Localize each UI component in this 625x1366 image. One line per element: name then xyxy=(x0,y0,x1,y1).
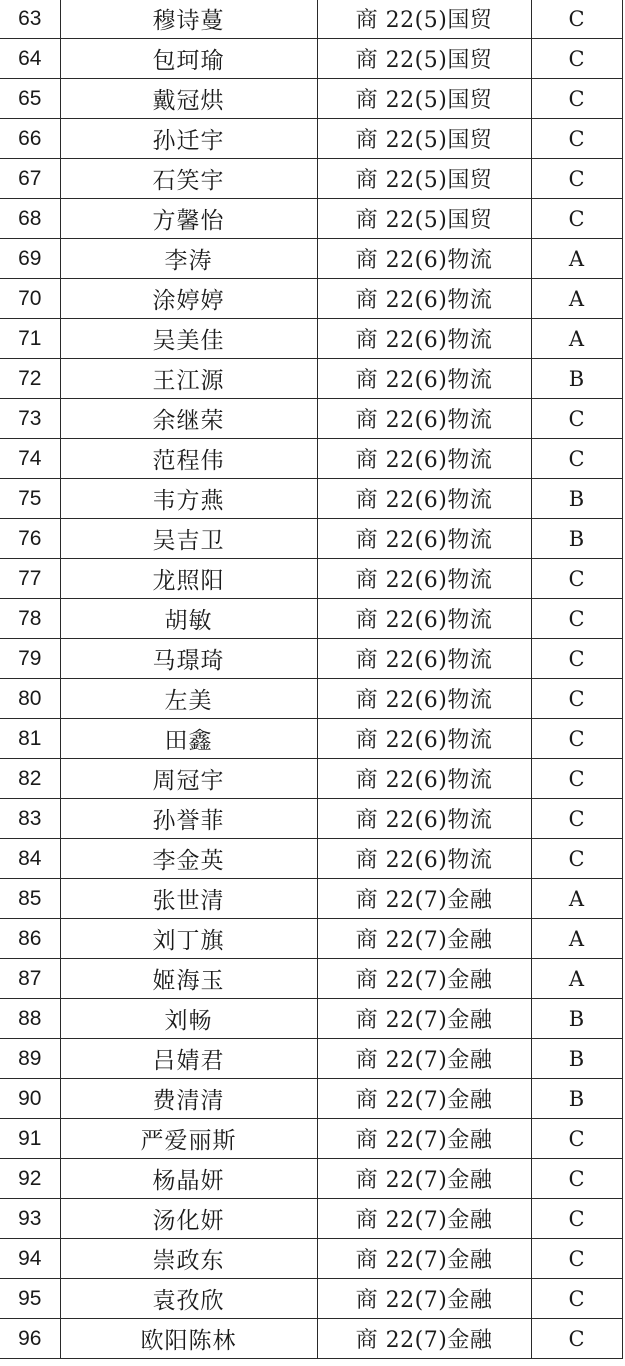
grade-cell: A xyxy=(531,879,622,919)
grade-cell: B xyxy=(531,999,622,1039)
table-row xyxy=(0,399,622,439)
student-name-cell: 严爱丽斯 xyxy=(60,1119,317,1159)
table-row xyxy=(0,39,622,79)
table-row xyxy=(0,1039,622,1079)
student-name-cell: 石笑宇 xyxy=(60,159,317,199)
class-name-cell: 商 22(6)物流 xyxy=(317,559,531,599)
class-name-cell: 商 22(5)国贸 xyxy=(317,0,531,39)
class-name-cell: 商 22(5)国贸 xyxy=(317,199,531,239)
grade-cell: C xyxy=(531,759,622,799)
table-row xyxy=(0,239,622,279)
row-number-cell: 78 xyxy=(0,599,60,639)
class-name-cell: 商 22(6)物流 xyxy=(317,839,531,879)
student-name-cell: 韦方燕 xyxy=(60,479,317,519)
grade-cell: C xyxy=(531,719,622,759)
student-name-cell: 田鑫 xyxy=(60,719,317,759)
student-name-cell: 吴吉卫 xyxy=(60,519,317,559)
grade-cell: A xyxy=(531,959,622,999)
student-name-cell: 马璟琦 xyxy=(60,639,317,679)
student-name-cell: 孙誉菲 xyxy=(60,799,317,839)
table-row xyxy=(0,359,622,399)
class-name-cell: 商 22(6)物流 xyxy=(317,599,531,639)
grade-cell: B xyxy=(531,1039,622,1079)
class-name-cell: 商 22(6)物流 xyxy=(317,359,531,399)
class-name-cell: 商 22(7)金融 xyxy=(317,1199,531,1239)
class-name-cell: 商 22(7)金融 xyxy=(317,1239,531,1279)
student-name-cell: 戴冠烘 xyxy=(60,79,317,119)
grade-cell: C xyxy=(531,1159,622,1199)
row-number-cell: 79 xyxy=(0,639,60,679)
table-row xyxy=(0,1199,622,1239)
student-name-cell: 王江源 xyxy=(60,359,317,399)
grade-cell: C xyxy=(531,1319,622,1359)
row-number-cell: 74 xyxy=(0,439,60,479)
grade-cell: C xyxy=(531,559,622,599)
grade-cell: C xyxy=(531,1199,622,1239)
row-number-cell: 86 xyxy=(0,919,60,959)
student-name-cell: 姬海玉 xyxy=(60,959,317,999)
class-name-cell: 商 22(6)物流 xyxy=(317,319,531,359)
grade-cell: C xyxy=(531,119,622,159)
row-number-cell: 67 xyxy=(0,159,60,199)
class-name-cell: 商 22(6)物流 xyxy=(317,519,531,559)
grade-cell: C xyxy=(531,839,622,879)
row-number-cell: 93 xyxy=(0,1199,60,1239)
row-number-cell: 71 xyxy=(0,319,60,359)
table-row xyxy=(0,959,622,999)
table-row xyxy=(0,719,622,759)
row-number-cell: 82 xyxy=(0,759,60,799)
grade-cell: C xyxy=(531,599,622,639)
student-name-cell: 方馨怡 xyxy=(60,199,317,239)
student-name-cell: 刘丁旗 xyxy=(60,919,317,959)
row-number-cell: 72 xyxy=(0,359,60,399)
student-name-cell: 涂婷婷 xyxy=(60,279,317,319)
student-name-cell: 崇政东 xyxy=(60,1239,317,1279)
grade-cell: C xyxy=(531,0,622,39)
student-name-cell: 吴美佳 xyxy=(60,319,317,359)
class-name-cell: 商 22(5)国贸 xyxy=(317,79,531,119)
student-name-cell: 张世清 xyxy=(60,879,317,919)
row-number-cell: 63 xyxy=(0,0,60,39)
row-number-cell: 77 xyxy=(0,559,60,599)
grade-cell: C xyxy=(531,639,622,679)
grade-cell: C xyxy=(531,199,622,239)
row-number-cell: 65 xyxy=(0,79,60,119)
student-name-cell: 刘畅 xyxy=(60,999,317,1039)
student-name-cell: 胡敏 xyxy=(60,599,317,639)
row-number-cell: 91 xyxy=(0,1119,60,1159)
table-row xyxy=(0,1079,622,1119)
grade-cell: C xyxy=(531,399,622,439)
table-row xyxy=(0,79,622,119)
class-name-cell: 商 22(5)国贸 xyxy=(317,119,531,159)
table-row xyxy=(0,1319,622,1359)
class-name-cell: 商 22(7)金融 xyxy=(317,1079,531,1119)
student-name-cell: 汤化妍 xyxy=(60,1199,317,1239)
row-number-cell: 90 xyxy=(0,1079,60,1119)
class-name-cell: 商 22(7)金融 xyxy=(317,1039,531,1079)
grade-cell: A xyxy=(531,319,622,359)
table-row xyxy=(0,559,622,599)
table-row xyxy=(0,879,622,919)
row-number-cell: 95 xyxy=(0,1279,60,1319)
table-row xyxy=(0,999,622,1039)
student-name-cell: 李金英 xyxy=(60,839,317,879)
student-name-cell: 孙迁宇 xyxy=(60,119,317,159)
class-name-cell: 商 22(7)金融 xyxy=(317,999,531,1039)
student-name-cell: 袁孜欣 xyxy=(60,1279,317,1319)
class-name-cell: 商 22(7)金融 xyxy=(317,1119,531,1159)
table-row xyxy=(0,319,622,359)
student-name-cell: 左美 xyxy=(60,679,317,719)
class-name-cell: 商 22(6)物流 xyxy=(317,239,531,279)
row-number-cell: 70 xyxy=(0,279,60,319)
class-name-cell: 商 22(6)物流 xyxy=(317,639,531,679)
student-name-cell: 周冠宇 xyxy=(60,759,317,799)
table-row xyxy=(0,799,622,839)
class-name-cell: 商 22(6)物流 xyxy=(317,479,531,519)
table-row xyxy=(0,1279,622,1319)
grade-cell: B xyxy=(531,1079,622,1119)
grade-cell: B xyxy=(531,359,622,399)
table-row xyxy=(0,479,622,519)
table-row xyxy=(0,279,622,319)
grade-cell: A xyxy=(531,239,622,279)
row-number-cell: 89 xyxy=(0,1039,60,1079)
table-row xyxy=(0,1159,622,1199)
grade-cell: C xyxy=(531,39,622,79)
class-name-cell: 商 22(5)国贸 xyxy=(317,39,531,79)
class-name-cell: 商 22(7)金融 xyxy=(317,1279,531,1319)
class-name-cell: 商 22(6)物流 xyxy=(317,759,531,799)
class-name-cell: 商 22(6)物流 xyxy=(317,679,531,719)
row-number-cell: 69 xyxy=(0,239,60,279)
row-number-cell: 94 xyxy=(0,1239,60,1279)
student-name-cell: 欧阳陈林 xyxy=(60,1319,317,1359)
class-name-cell: 商 22(7)金融 xyxy=(317,959,531,999)
grade-cell: B xyxy=(531,479,622,519)
class-name-cell: 商 22(7)金融 xyxy=(317,919,531,959)
row-number-cell: 68 xyxy=(0,199,60,239)
row-number-cell: 87 xyxy=(0,959,60,999)
class-name-cell: 商 22(6)物流 xyxy=(317,439,531,479)
class-name-cell: 商 22(5)国贸 xyxy=(317,159,531,199)
grade-cell: C xyxy=(531,1119,622,1159)
student-name-cell: 余继荣 xyxy=(60,399,317,439)
table-row xyxy=(0,759,622,799)
student-name-cell: 李涛 xyxy=(60,239,317,279)
grade-cell: C xyxy=(531,679,622,719)
table-row xyxy=(0,599,622,639)
student-name-cell: 范程伟 xyxy=(60,439,317,479)
table-row xyxy=(0,519,622,559)
grade-cell: C xyxy=(531,439,622,479)
class-name-cell: 商 22(6)物流 xyxy=(317,399,531,439)
grade-cell: B xyxy=(531,519,622,559)
table-row xyxy=(0,919,622,959)
student-name-cell: 吕婧君 xyxy=(60,1039,317,1079)
row-number-cell: 83 xyxy=(0,799,60,839)
class-name-cell: 商 22(6)物流 xyxy=(317,719,531,759)
table-row xyxy=(0,679,622,719)
student-name-cell: 包珂瑜 xyxy=(60,39,317,79)
class-name-cell: 商 22(7)金融 xyxy=(317,879,531,919)
row-number-cell: 73 xyxy=(0,399,60,439)
row-number-cell: 92 xyxy=(0,1159,60,1199)
table-row xyxy=(0,199,622,239)
class-name-cell: 商 22(6)物流 xyxy=(317,279,531,319)
grade-cell: C xyxy=(531,799,622,839)
student-name-cell: 龙照阳 xyxy=(60,559,317,599)
grade-cell: A xyxy=(531,279,622,319)
student-name-cell: 穆诗蔓 xyxy=(60,0,317,39)
table-row xyxy=(0,1119,622,1159)
grade-cell: C xyxy=(531,159,622,199)
grade-cell: C xyxy=(531,1279,622,1319)
table-row xyxy=(0,1239,622,1279)
student-name-cell: 费清清 xyxy=(60,1079,317,1119)
row-number-cell: 64 xyxy=(0,39,60,79)
row-number-cell: 75 xyxy=(0,479,60,519)
row-number-cell: 85 xyxy=(0,879,60,919)
row-number-cell: 84 xyxy=(0,839,60,879)
table-row xyxy=(0,159,622,199)
row-number-cell: 88 xyxy=(0,999,60,1039)
row-number-cell: 81 xyxy=(0,719,60,759)
grade-cell: C xyxy=(531,79,622,119)
table-row xyxy=(0,119,622,159)
table-row xyxy=(0,0,622,39)
grade-cell: A xyxy=(531,919,622,959)
class-name-cell: 商 22(7)金融 xyxy=(317,1159,531,1199)
table-row xyxy=(0,639,622,679)
row-number-cell: 76 xyxy=(0,519,60,559)
grade-cell: C xyxy=(531,1239,622,1279)
table-row xyxy=(0,439,622,479)
row-number-cell: 80 xyxy=(0,679,60,719)
class-name-cell: 商 22(7)金融 xyxy=(317,1319,531,1359)
row-number-cell: 66 xyxy=(0,119,60,159)
table-row xyxy=(0,839,622,879)
class-name-cell: 商 22(6)物流 xyxy=(317,799,531,839)
row-number-cell: 96 xyxy=(0,1319,60,1359)
student-name-cell: 杨晶妍 xyxy=(60,1159,317,1199)
